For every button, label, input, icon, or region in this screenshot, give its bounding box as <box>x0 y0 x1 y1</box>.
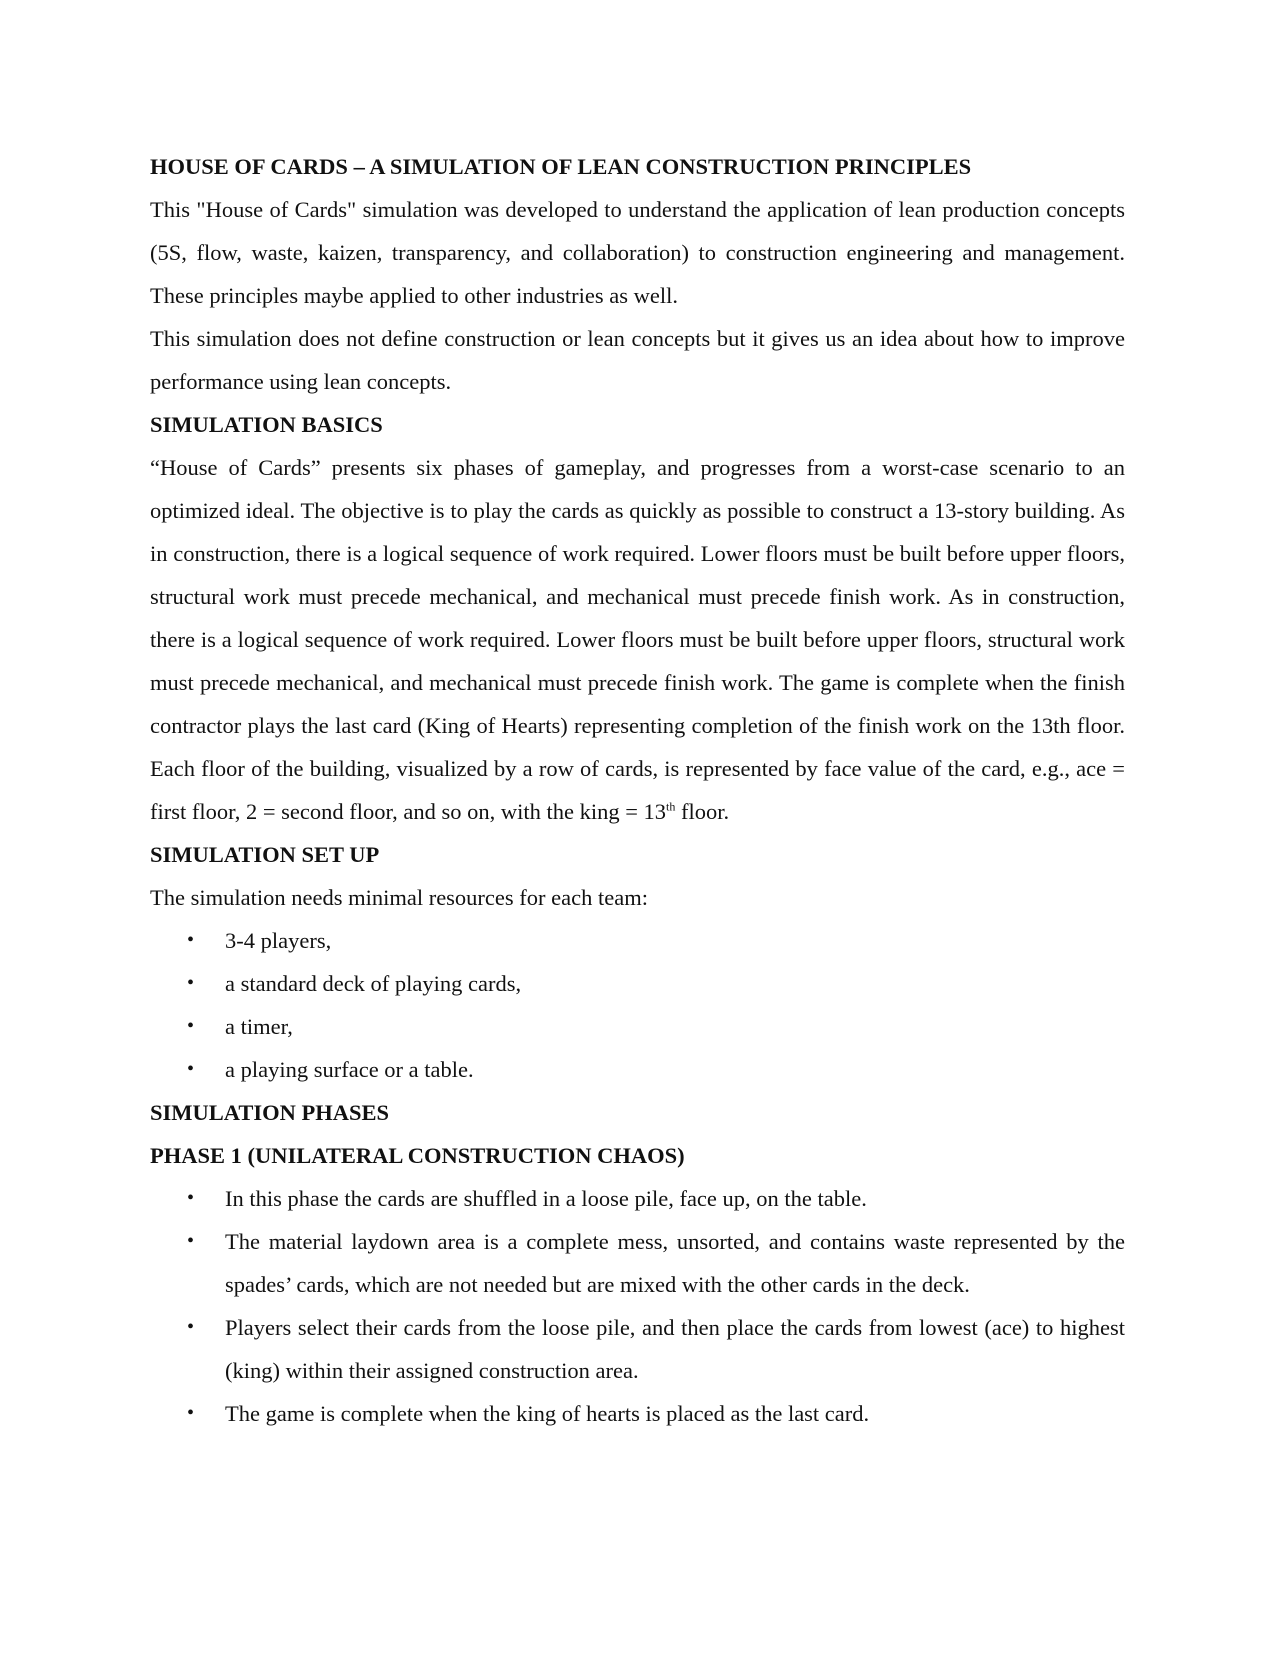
bullet-icon: • <box>187 1402 195 1424</box>
intro-paragraph-2: This simulation does not define construction or lean concepts but it gives us an idea about how to improve performance using lean concepts. <box>150 326 1125 394</box>
setup-list <box>150 919 1125 1091</box>
list-item-text: a timer, <box>225 1014 293 1039</box>
setup-heading: SIMULATION SET UP <box>150 842 380 867</box>
list-item <box>150 1392 1125 1435</box>
list-item <box>150 1220 1125 1306</box>
document-page <box>150 145 1125 1435</box>
list-item-text: a playing surface or a table. <box>225 1057 474 1082</box>
bullet-icon: • <box>187 1316 195 1338</box>
intro-paragraph-1: This "House of Cards" simulation was developed to understand the application of lean production concepts (5S, flow, waste, kaizen, transparency, and collaboration) to construction engineering and management. These principles maybe applied to other industries as well. <box>150 197 1125 308</box>
document-title: HOUSE OF CARDS – A SIMULATION OF LEAN CONSTRUCTION PRINCIPLES <box>150 154 972 179</box>
phase1-heading: PHASE 1 (UNILATERAL CONSTRUCTION CHAOS) <box>150 1143 685 1168</box>
basics-heading: SIMULATION BASICS <box>150 412 383 437</box>
bullet-icon: • <box>187 1187 195 1209</box>
list-item <box>150 1177 1125 1220</box>
list-item <box>150 1005 1125 1048</box>
bullet-icon: • <box>187 1230 195 1252</box>
basics-paragraph-text: “House of Cards” presents six phases of gameplay, and progresses from a worst-case scenario to an optimized ideal. The objective is to play the cards as quickly as possible to construct a 13-story building. As in construction, there is a logical sequence of work required. Lower floors must be built before upper floors, structural work must precede mechanical, and mechanical must precede finish work. As in construction, there is a logical sequence of work required. Lower floors must be built before upper floors, structural work must precede mechanical, and mechanical must precede finish work. The game is complete when the finish contractor plays the last card (King of Hearts) representing completion of the finish work on the 13th floor. Each floor of the building, visualized by a row of cards, is represented by face value of the card, e.g., ace = first floor, 2 = second floor, and so on, with the king = 13 <box>150 455 1125 824</box>
bullet-icon: • <box>187 972 195 994</box>
bullet-icon: • <box>187 1058 195 1080</box>
list-item <box>150 962 1125 1005</box>
list-item-text: In this phase the cards are shuffled in a loose pile, face up, on the table. <box>225 1186 867 1211</box>
list-item-text: The game is complete when the king of hearts is placed as the last card. <box>225 1401 870 1426</box>
bullet-icon: • <box>187 929 195 951</box>
basics-paragraph-end: floor. <box>675 799 730 824</box>
phases-heading: SIMULATION PHASES <box>150 1100 390 1125</box>
list-item <box>150 919 1125 962</box>
phase1-list <box>150 1177 1125 1435</box>
basics-paragraph <box>150 446 1125 833</box>
list-item-text: a standard deck of playing cards, <box>225 971 522 996</box>
ordinal-superscript: th <box>666 799 676 814</box>
setup-intro: The simulation needs minimal resources for each team: <box>150 885 648 910</box>
list-item <box>150 1048 1125 1091</box>
list-item-text: 3-4 players, <box>225 928 332 953</box>
list-item <box>150 1306 1125 1392</box>
bullet-icon: • <box>187 1015 195 1037</box>
list-item-text: The material laydown area is a complete mess, unsorted, and contains waste represented by the spades’ cards, which are not needed but are mixed with the other cards in the deck. <box>225 1229 1125 1297</box>
list-item-text: Players select their cards from the loose pile, and then place the cards from lowest (ace) to highest (king) within their assigned construction area. <box>225 1315 1125 1383</box>
